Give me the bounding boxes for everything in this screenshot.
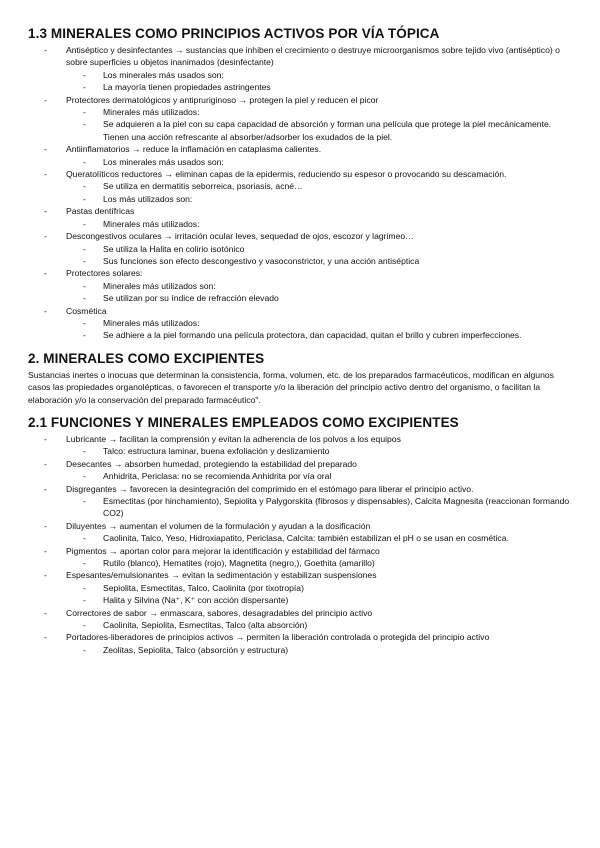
sub-list-item xyxy=(66,243,576,255)
sub-list-item xyxy=(66,445,576,457)
dash-bullet: - xyxy=(44,570,47,581)
sub-list-item xyxy=(66,557,576,569)
sub-list-item-text: Se utiliza la Halita en colirio isotónico xyxy=(103,243,245,254)
sub-list-item-text: Se utiliza en dermatitis seborreica, psoriasis, acné… xyxy=(103,181,303,192)
sub-list-container xyxy=(28,180,576,205)
sub-list-item-text: Esmectitas (por hinchamiento), Sepiolita y Palygorskita (fibrosos y dispensables), Calcita Magnesita (reaccionan formando CO2) xyxy=(103,496,570,519)
sub-list-item-text: Caolinita, Sepiolita, Esmectitas, Talco (alta absorción) xyxy=(103,620,308,631)
dash-bullet: - xyxy=(83,471,86,482)
sub-list-item-text: Minerales más utilizados son: xyxy=(103,280,216,291)
list-item xyxy=(28,44,576,69)
sub-list-item-text: Sepiolita, Esmectitas, Talco, Caolinita (por tixotropía) xyxy=(103,582,304,593)
sub-list-item-text: Zeolitas, Sepiolita, Talco (absorción y estructura) xyxy=(103,644,289,655)
dash-bullet: - xyxy=(44,483,47,494)
sub-list-item xyxy=(66,106,576,118)
sub-list-item-text: La mayoría tienen propiedades astringentes xyxy=(103,82,271,93)
sub-list-item xyxy=(66,532,576,544)
sub-bullet-list xyxy=(66,106,576,143)
list-item xyxy=(28,230,576,242)
list-item-text: Disgregantes → favorecen la desintegración del comprimido en el estómago para liberar el principio activo. xyxy=(66,483,474,494)
sub-list-container xyxy=(28,317,576,342)
document-page xyxy=(28,26,576,665)
sub-list-item xyxy=(66,180,576,192)
sub-list-item-text: Anhidrita, Periclasa: no se recomienda Anhidrita por vía oral xyxy=(103,471,332,482)
sub-list-item-text: Los minerales más usados son: xyxy=(103,69,224,80)
list-item-text: Antiséptico y desinfectantes → sustancias que inhiben el crecimiento o destruye microorganismos sobre tejido vivo (antiséptico) o sobre superficies u objetos inanimados (desinfectante) xyxy=(66,45,560,68)
sub-list-item-text: Minerales más utilizados: xyxy=(103,317,200,328)
dash-bullet: - xyxy=(44,632,47,643)
sub-list-item xyxy=(66,156,576,168)
section-paragraph: Sustancias inertes o inocuas que determinan la consistencia, forma, volumen, etc. de los preparados farmacéuticos, modifican en algunos casos las propiedades organolépticas, o favorecen el transporte y/o la liberación del principio activo dentro del organismo, o facilitan la elaboración y/o la conservación del preparado farmacéutico". xyxy=(28,369,554,405)
dash-bullet: - xyxy=(83,582,86,593)
sub-list-item xyxy=(66,619,576,631)
sub-bullet-list xyxy=(66,532,576,544)
dash-bullet: - xyxy=(83,558,86,569)
sub-list-item xyxy=(66,255,576,267)
dash-bullet: - xyxy=(83,119,86,130)
sub-list-item xyxy=(66,280,576,292)
sub-list-item-text: Los minerales más usados son: xyxy=(103,156,224,167)
sub-list-container xyxy=(28,619,576,631)
sub-list-item xyxy=(66,644,576,656)
sub-list-container xyxy=(28,532,576,544)
dash-bullet: - xyxy=(83,107,86,118)
dash-bullet: - xyxy=(44,607,47,618)
list-item xyxy=(28,305,576,317)
sub-list-container xyxy=(28,106,576,143)
list-item-text: Portadores-liberadores de principios activos → permiten la liberación controlada o protegida del principio activo xyxy=(66,632,490,643)
list-item-text: Protectores dermatológicos y antipruriginoso → protegen la piel y reducen el picor xyxy=(66,94,379,105)
list-item-text: Desecantes → absorben humedad, protegiendo la estabilidad del preparado xyxy=(66,458,357,469)
sub-bullet-list xyxy=(66,69,576,94)
sub-list-item xyxy=(66,594,576,606)
sub-list-item-text: Minerales más utilizados: xyxy=(103,107,200,118)
list-item-text: Correctores de sabor → enmascara, sabores, desagradables del principio activo xyxy=(66,607,373,618)
section-0 xyxy=(28,26,576,342)
dash-bullet: - xyxy=(83,644,86,655)
list-item xyxy=(28,433,576,445)
list-item xyxy=(28,168,576,180)
sub-list-item xyxy=(66,218,576,230)
sub-list-item xyxy=(66,69,576,81)
list-item-text: Lubricante → facilitan la comprensión y evitan la adherencia de los polvos a los equipos xyxy=(66,433,401,444)
dash-bullet: - xyxy=(83,293,86,304)
sub-bullet-list xyxy=(66,557,576,569)
bullet-list xyxy=(28,44,576,342)
dash-bullet: - xyxy=(83,446,86,457)
dash-bullet: - xyxy=(83,243,86,254)
dash-bullet: - xyxy=(44,545,47,556)
sub-bullet-list xyxy=(66,280,576,305)
sub-bullet-list xyxy=(66,470,576,482)
sub-list-item-text: Rutilo (blanco), Hematites (rojo), Magnetita (negro,), Goethita (amarillo) xyxy=(103,558,375,569)
list-item-text: Pigmentos → aportan color para mejorar la identificación y estabilidad del fármaco xyxy=(66,545,380,556)
sub-list-item-text: Halita y Silvina (Na⁺, K⁺ con acción dispersante) xyxy=(103,595,289,606)
section-heading: 2.1 FUNCIONES Y MINERALES EMPLEADOS COMO EXCIPIENTES xyxy=(28,414,459,430)
sub-bullet-list xyxy=(66,156,576,168)
list-item-text: Cosmética xyxy=(66,305,107,316)
list-item xyxy=(28,631,576,643)
list-item xyxy=(28,94,576,106)
sub-list-item-text: Talco: estructura laminar, buena exfoliación y deslizamiento xyxy=(103,446,330,457)
sub-list-container xyxy=(28,582,576,607)
list-item-text: Protectores solares: xyxy=(66,268,143,279)
sub-list-container xyxy=(28,69,576,94)
list-item-text: Descongestivos oculares → irritación ocular leves, sequedad de ojos, escozor y lagrimeo… xyxy=(66,231,414,242)
list-item-text: Pastas dentífricas xyxy=(66,206,135,217)
list-item xyxy=(28,607,576,619)
sub-bullet-list xyxy=(66,582,576,607)
sub-bullet-list xyxy=(66,243,576,268)
dash-bullet: - xyxy=(44,231,47,242)
sub-list-container xyxy=(28,557,576,569)
sub-list-item xyxy=(66,193,576,205)
dash-bullet: - xyxy=(83,156,86,167)
sub-bullet-list xyxy=(66,445,576,457)
dash-bullet: - xyxy=(83,193,86,204)
list-item xyxy=(28,483,576,495)
list-item-text: Queratolíticos reductores → eliminan capas de la epidermis, reduciendo su espesor o provocando su descamación. xyxy=(66,169,507,180)
section-1 xyxy=(28,351,576,406)
dash-bullet: - xyxy=(44,458,47,469)
sub-list-item-text: Los más utilizados son: xyxy=(103,193,193,204)
dash-bullet: - xyxy=(83,620,86,631)
list-item-text: Diluyentes → aumentan el volumen de la formulación y ayudan a la dosificación xyxy=(66,520,371,531)
sub-list-item xyxy=(66,329,576,341)
dash-bullet: - xyxy=(44,169,47,180)
dash-bullet: - xyxy=(44,144,47,155)
dash-bullet: - xyxy=(83,330,86,341)
sub-bullet-list xyxy=(66,317,576,342)
sub-list-item xyxy=(66,495,576,520)
sub-bullet-list xyxy=(66,218,576,230)
bullet-list xyxy=(28,433,576,656)
dash-bullet: - xyxy=(83,255,86,266)
sub-list-container xyxy=(28,644,576,656)
dash-bullet: - xyxy=(83,280,86,291)
dash-bullet: - xyxy=(44,206,47,217)
list-item-text: Espesantes/emulsionantes → evitan la sedimentación y estabilizan suspensiones xyxy=(66,570,377,581)
dash-bullet: - xyxy=(83,82,86,93)
sub-list-container xyxy=(28,280,576,305)
list-item-text: Antiinflamatorios → reduce la inflamación en cataplasma calientes. xyxy=(66,144,322,155)
sub-bullet-list xyxy=(66,644,576,656)
sub-list-container xyxy=(28,156,576,168)
sub-list-container xyxy=(28,218,576,230)
section-heading: 1.3 MINERALES COMO PRINCIPIOS ACTIVOS POR VÍA TÓPICA xyxy=(28,26,440,41)
sub-list-item xyxy=(66,470,576,482)
section-heading: 2. MINERALES COMO EXCIPIENTES xyxy=(28,350,265,366)
sub-list-item-text: Sus funciones son efecto descongestivo y vasoconstrictor, y una acción antiséptica xyxy=(103,255,420,266)
list-item xyxy=(28,205,576,217)
dash-bullet: - xyxy=(44,520,47,531)
sub-list-item xyxy=(66,317,576,329)
sub-list-container xyxy=(28,445,576,457)
sub-bullet-list xyxy=(66,180,576,205)
list-item xyxy=(28,458,576,470)
sub-list-container xyxy=(28,243,576,268)
sub-list-item xyxy=(66,582,576,594)
sub-list-item xyxy=(66,118,576,143)
list-item xyxy=(28,143,576,155)
list-item xyxy=(28,520,576,532)
sub-list-container xyxy=(28,470,576,482)
dash-bullet: - xyxy=(83,181,86,192)
sub-list-item-text: Se adhiere a la piel formando una película protectora, dan capacidad, quitan el brillo y cubren imperfecciones. xyxy=(103,330,522,341)
sub-bullet-list xyxy=(66,495,576,520)
list-item xyxy=(28,545,576,557)
dash-bullet: - xyxy=(44,94,47,105)
sub-list-item-text: Caolinita, Talco, Yeso, Hidroxiapatito, Periclasa, Calcita: también estabilizan el pH o se usan en cosmética. xyxy=(103,533,509,544)
sub-list-item-text: Se adquieren a la piel con su capa capacidad de absorción y forman una película que protege la piel mecánicamente. Tienen una acción refrescante al absorber/adsorber los exudados de la piel. xyxy=(103,119,552,142)
dash-bullet: - xyxy=(83,317,86,328)
sub-list-item xyxy=(66,292,576,304)
list-item xyxy=(28,267,576,279)
dash-bullet: - xyxy=(44,305,47,316)
sub-list-container xyxy=(28,495,576,520)
dash-bullet: - xyxy=(83,218,86,229)
dash-bullet: - xyxy=(83,69,86,80)
sub-list-item-text: Minerales más utilizados: xyxy=(103,218,200,229)
dash-bullet: - xyxy=(83,533,86,544)
sub-list-item-text: Se utilizan por su índice de refracción elevado xyxy=(103,293,279,304)
section-2 xyxy=(28,415,576,656)
dash-bullet: - xyxy=(83,595,86,606)
list-item xyxy=(28,569,576,581)
sub-list-item xyxy=(66,81,576,93)
dash-bullet: - xyxy=(83,496,86,506)
sub-bullet-list xyxy=(66,619,576,631)
dash-bullet: - xyxy=(44,433,47,444)
dash-bullet: - xyxy=(44,45,47,55)
dash-bullet: - xyxy=(44,268,47,279)
